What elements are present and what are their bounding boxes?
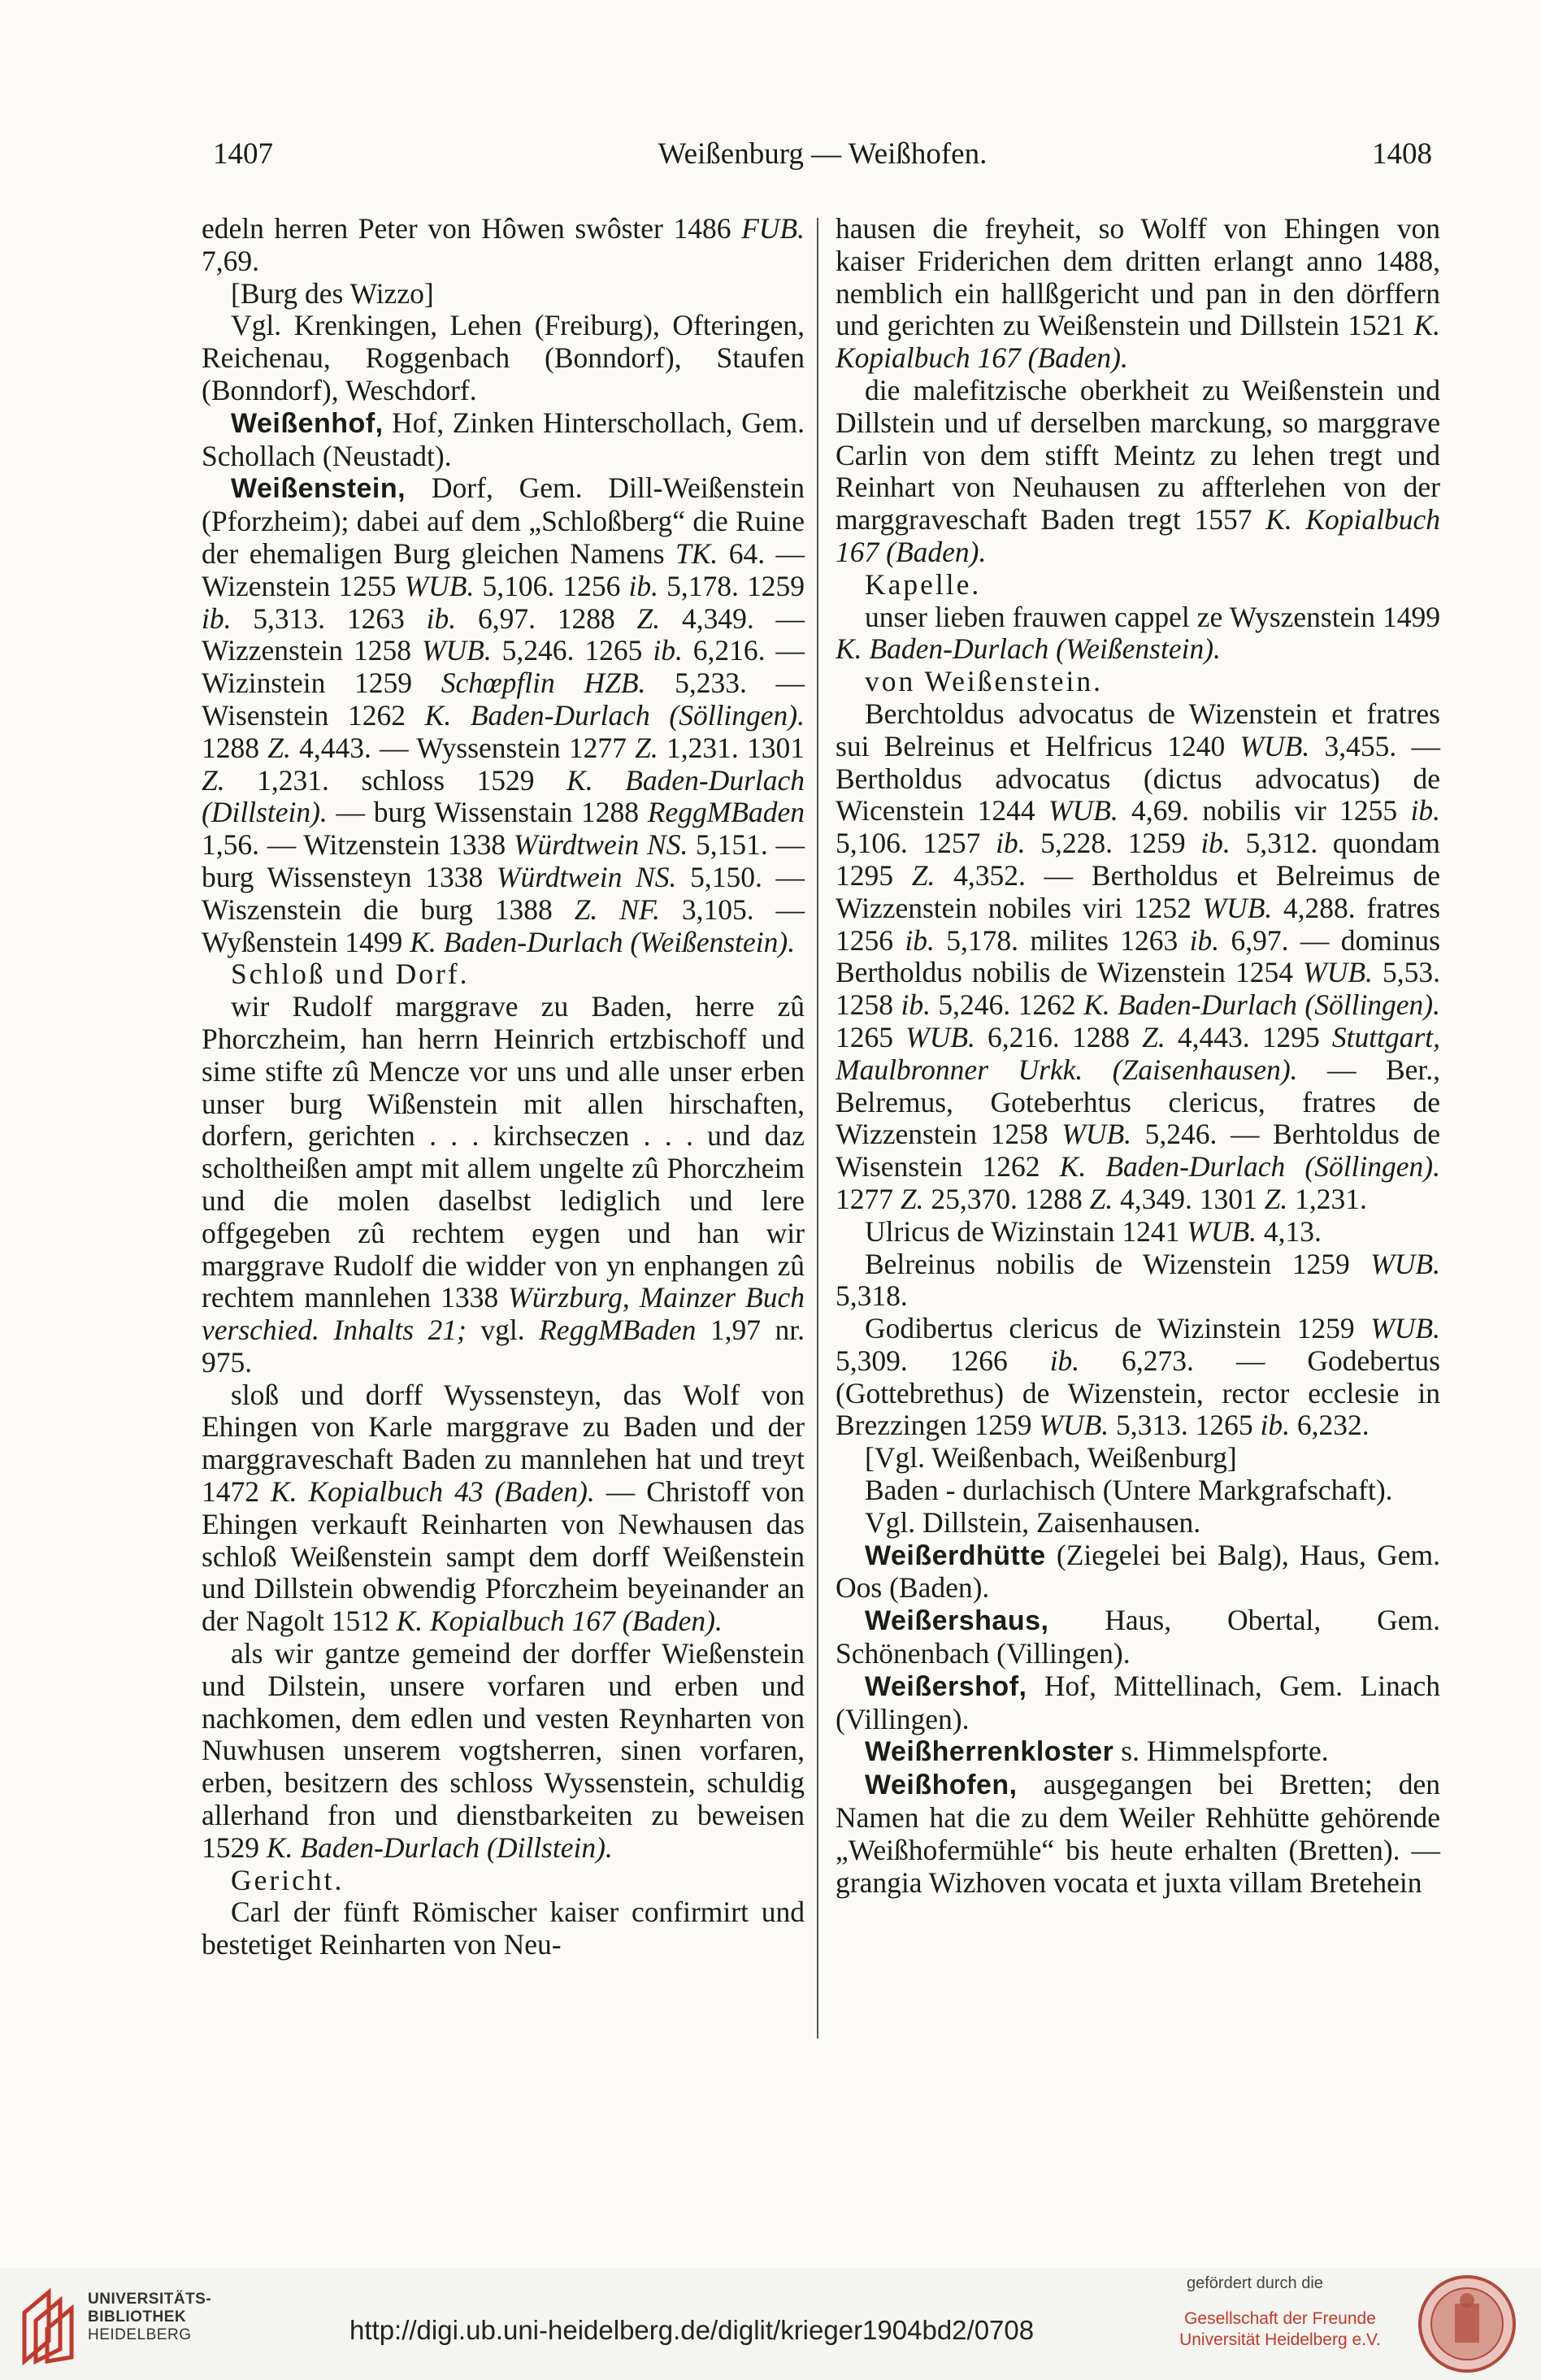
right-column-paragraph: Weißherrenkloster s. Himmelspforte. xyxy=(865,1735,1329,1768)
page-number-left: 1407 xyxy=(213,137,273,171)
headword: Weißershaus, xyxy=(865,1605,1049,1637)
headword: Weißherrenkloster xyxy=(865,1736,1114,1768)
library-name xyxy=(88,2291,211,2344)
right-column-paragraph: Vgl. Dillstein, Zaisenhausen. xyxy=(865,1505,1201,1539)
left-column-paragraph: Vgl. Krenkingen, Lehen (Freiburg), Ofteringen, Reichenau, Roggenbach (Bonndorf), Staufen (Bonndorf), Weschdorf. xyxy=(202,309,805,406)
headword: Weißhofen, xyxy=(865,1770,1018,1801)
permalink-url[interactable]: http://digi.ub.uni-heidelberg.de/diglit/krieger1904bd2/0708 xyxy=(349,2315,1035,2345)
left-column-paragraph: wir Rudolf marggrave zu Baden, herre zû Phorczheim, han herrn Heinrich ertzbischoff und sime stifte zû Mencze vor uns und alle unser erben unser burg Wißenstein mit allen hirschaften, dorfern, gerichten . . . kirchseczen . . . und daz scholtheißen ampt mit allem ungelte zû Phorczheim und die molen daselbst lediglich und lere offgegeben zû rechtem eygen und han wir marggrave Rudolf die widder von yn enphangen zû rechtem mannlehen 1338 Würzburg, Mainzer Buch verschied. Inhalts 21; vgl. ReggMBaden 1,97 nr. 975. xyxy=(202,990,805,1379)
university-library-logo-icon xyxy=(16,2284,81,2365)
library-name-line: UNIVERSITÄTS- xyxy=(88,2291,212,2308)
headword: Weißershof, xyxy=(865,1670,1027,1702)
column-divider xyxy=(817,218,818,2039)
library-name-line: BIBLIOTHEK xyxy=(88,2308,187,2326)
right-column-paragraph: unser lieben frauwen cappel ze Wyszenstein 1499 K. Baden-Durlach (Weißenstein). xyxy=(836,600,1440,666)
right-column-paragraph: Berchtoldus advocatus de Wizenstein et fratres sui Belreinus et Helfricus 1240 WUB. 3,455. — Bertholdus advocatus (dictus advocatus) de Wicenstein 1244 WUB. 4,69. nobilis vir 1255 ib. 5,106. 1257 ib. 5,228. 1259 ib. 5,312. quondam 1295 Z. 4,352. — Bertholdus et Belreimus de Wizzenstein nobiles viri 1252 WUB. 4,288. fratres 1256 ib. 5,178. milites 1263 ib. 6,97. — dominus Bertholdus nobilis de Wizenstein 1254 WUB. 5,53. 1258 ib. 5,246. 1262 K. Baden-Durlach (Söllingen). 1265 WUB. 6,216. 1288 Z. 4,443. 1295 Stuttgart, Maulbronner Urkk. (Zaisenhausen). — Ber., Belremus, Goteberhtus clericus, fratres de Wizzenstein 1258 WUB. 5,246. — Berhtoldus de Wisenstein 1262 K. Baden-Durlach (Söllingen). 1277 Z. 25,370. 1288 Z. 4,349. 1301 Z. 1,231. xyxy=(836,697,1441,1215)
right-column-paragraph: Kapelle. xyxy=(865,567,982,601)
society-line: Gesellschaft der Freunde xyxy=(1184,2309,1376,2328)
society-name xyxy=(1174,2308,1386,2351)
funded-by-text: gefördert durch die xyxy=(1187,2274,1323,2292)
left-column-paragraph: Carl der fünft Römischer kaiser confirmirt und bestetiget Reinharten von Neu- xyxy=(202,1896,805,1961)
running-header xyxy=(213,137,1432,177)
headword: Weißenstein, xyxy=(231,473,406,505)
right-column xyxy=(836,213,1440,1899)
digitization-footer xyxy=(0,2268,1541,2380)
left-column-paragraph: edeln herren Peter von Hôwen swôster 1486 FUB. 7,69. xyxy=(202,212,805,277)
right-column-paragraph: Weißershof, Hof, Mittellinach, Gem. Linach (Villingen). xyxy=(836,1669,1440,1735)
library-name-line: HEIDELBERG xyxy=(88,2326,192,2343)
right-column-paragraph: hausen die freyheit, so Wolff von Ehingen von kaiser Friderichen dem dritten erlangt anno 1488, nemblich ein hallßgericht und pan in den dörffern und gerichten zu Weißenstein und Dillstein 1521 K. Kopialbuch 167 (Baden). xyxy=(836,212,1440,375)
left-column-paragraph: Schloß und Dorf. xyxy=(231,958,470,991)
right-column-paragraph: Baden - durlachisch (Untere Markgrafschaft). xyxy=(865,1474,1393,1507)
right-column-paragraph: Weißerdhütte (Ziegelei bei Balg), Haus, Gem. Oos (Baden). xyxy=(836,1538,1440,1605)
left-column-paragraph: Weißenhof, Hof, Zinken Hinterschollach, Gem. Schollach (Neustadt). xyxy=(202,406,805,472)
right-column-paragraph: Weißershaus, Haus, Obertal, Gem. Schönenbach (Villingen). xyxy=(836,1604,1440,1670)
left-column xyxy=(202,213,805,1961)
left-column-paragraph: [Burg des Wizzo] xyxy=(231,276,434,310)
right-column-paragraph: von Weißenstein. xyxy=(865,665,1103,698)
running-title: Weißenburg — Weißhofen. xyxy=(658,137,988,171)
headword: Weißenhof, xyxy=(231,407,384,439)
right-column-paragraph: [Vgl. Weißenbach, Weißenburg] xyxy=(865,1441,1237,1474)
right-column-paragraph: Weißhofen, ausgegangen bei Bretten; den Namen hat die zu dem Weiler Rehhütte gehörende „Weißhofermühle“ bis heute erhalten (Bretten). — grangia Wizhoven vocata et juxta villam Bretehein xyxy=(836,1768,1440,1899)
right-column-paragraph: Godibertus clericus de Wizinstein 1259 WUB. 5,309. 1266 ib. 6,273. — Godebertus (Gottebrethus) de Wizenstein, rector ecclesie in Brezzingen 1259 WUB. 5,313. 1265 ib. 6,232. xyxy=(836,1312,1440,1442)
left-column-paragraph: als wir gantze gemeind der dorffer Wießenstein und Dilstein, unsere vorfaren und erben und nachkomen, dem edlen und vesten Reynharten von Nuwhusen unserem vogtsherren, sinen vorfaren, erben, besitzern des schloss Wyssenstein, schuldig allerhand fron und dienstbarkeiten zu beweisen 1529 K. Baden-Durlach (Dillstein). xyxy=(202,1637,805,1864)
society-line: Universität Heidelberg e.V. xyxy=(1179,2330,1381,2349)
headword: Weißerdhütte xyxy=(865,1540,1046,1571)
page-number-right: 1408 xyxy=(1372,137,1432,171)
right-column-paragraph: Belreinus nobilis de Wizenstein 1259 WUB. 5,318. xyxy=(836,1247,1440,1313)
right-column-paragraph: die malefitzische oberkheit zu Weißenstein und Dillstein und uf derselben marckung, so marggrave Carlin von dem stifft Meintz zu lehen tregt und Reinhart von Neuhausen zu affterlehen von der marggraveschaft Baden tregt 1557 K. Kopialbuch 167 (Baden). xyxy=(836,373,1440,568)
university-seal-icon xyxy=(1416,2273,1518,2375)
left-column-paragraph: Gericht. xyxy=(231,1863,345,1896)
left-column-paragraph: Weißenstein, Dorf, Gem. Dill-Weißenstein (Pforzheim); dabei auf dem „Schloßberg“ die Ruine der ehemaligen Burg gleichen Namens TK. 64. — Wizenstein 1255 WUB. 5,106. 1256 ib. 5,178. 1259 ib. 5,313. 1263 ib. 6,97. 1288 Z. 4,349. — Wizzenstein 1258 WUB. 5,246. 1265 ib. 6,216. — Wizinstein 1259 Schœpflin HZB. 5,233. — Wisenstein 1262 K. Baden-Durlach (Söllingen). 1288 Z. 4,443. — Wyssenstein 1277 Z. 1,231. 1301 Z. 1,231. schloss 1529 K. Baden-Durlach (Dillstein). — burg Wissenstain 1288 ReggMBaden 1,56. — Witzenstein 1338 Würdtwein NS. 5,151. — burg Wissensteyn 1338 Würdtwein NS. 5,150. — Wiszenstein die burg 1388 Z. NF. 3,105. — Wyßenstein 1499 K. Baden-Durlach (Weißenstein). xyxy=(202,471,805,958)
left-column-paragraph: sloß und dorff Wyssensteyn, das Wolf von Ehingen von Karle marggrave zu Baden und der marggraveschaft Baden zu mannlehen hat und treyt 1472 K. Kopialbuch 43 (Baden). — Christoff von Ehingen verkauft Reinharten von Newhausen das schloß Weißenstein sampt dem dorff Weißenstein und Dillstein obwendig Pforczheim beyeinander an der Nagolt 1512 K. Kopialbuch 167 (Baden). xyxy=(202,1378,805,1638)
right-column-paragraph: Ulricus de Wizinstain 1241 WUB. 4,13. xyxy=(865,1214,1322,1248)
